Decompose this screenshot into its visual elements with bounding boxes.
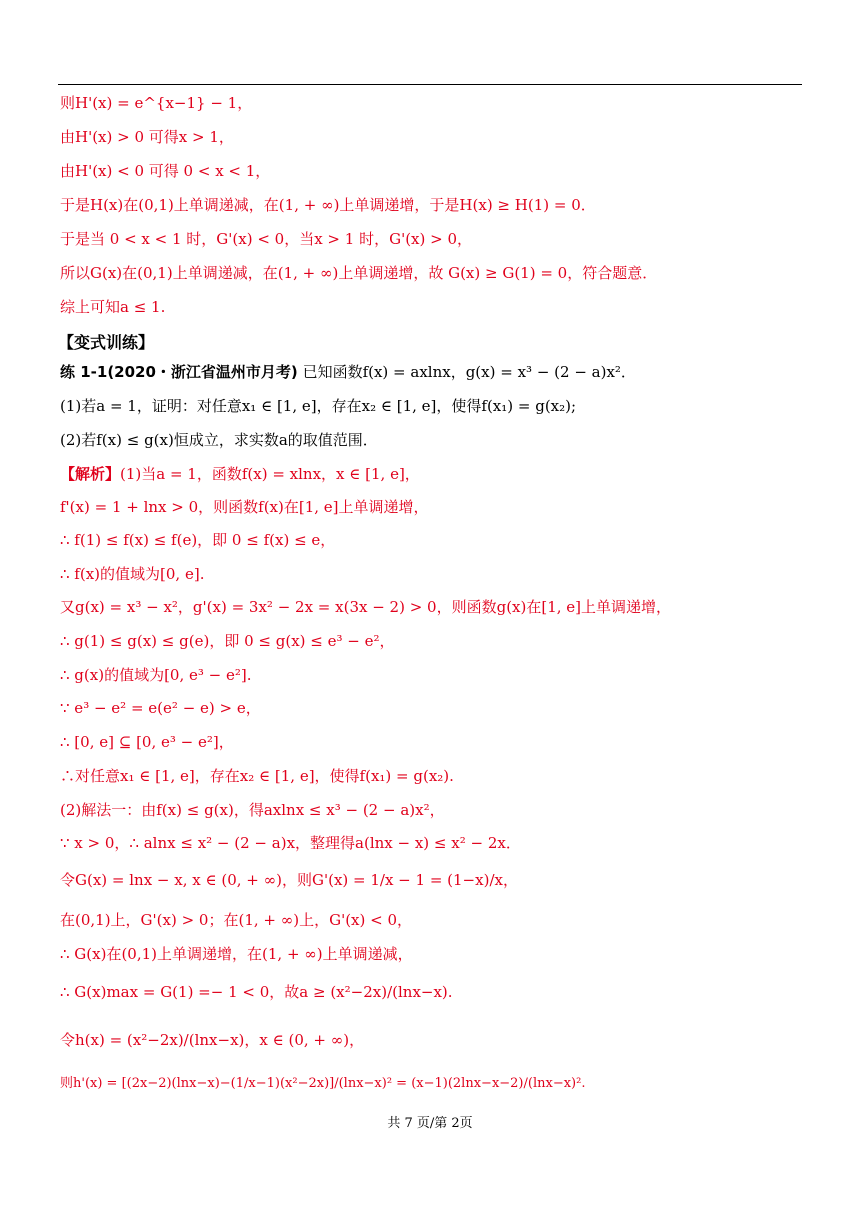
solution-line: ∴ G(x)max = G(1) =− 1 < 0，故a ≥ (x²−2x)/(lnx−x). xyxy=(60,983,453,1001)
solution-line: 则h'(x) = [(2x−2)(lnx−x)−(1/x−1)(x²−2x)]/(lnx−x)² = (x−1)(2lnx−x−2)/(lnx−x)². xyxy=(60,1076,586,1091)
problem-statement xyxy=(60,362,636,382)
solution-line: ∵ e³ − e² = e(e² − e) > e， xyxy=(60,699,261,717)
solution-line: ∴对任意x₁ ∈ [1, e]，存在x₂ ∈ [1, e]，使得f(x₁) = g(x₂). xyxy=(60,767,454,785)
solution-line: ∵ x > 0，∴ alnx ≤ x² − (2 − a)x，整理得a(lnx − x) ≤ x² − 2x． xyxy=(60,834,521,852)
solution-line: ∴ f(1) ≤ f(x) ≤ f(e)，即 0 ≤ f(x) ≤ e， xyxy=(60,531,336,549)
solution-line: 令h(x) = (x²−2x)/(lnx−x)，x ∈ (0, + ∞)， xyxy=(60,1031,365,1049)
solution-line: 又g(x) = x³ − x²，g'(x) = 3x² − 2x = x(3x − 2) > 0，则函数g(x)在[1, e]上单调递增， xyxy=(60,598,672,616)
text-line: 综上可知a ≤ 1. xyxy=(60,298,166,316)
problem-part-2: (2)若f(x) ≤ g(x)恒成立，求实数a的取值范围． xyxy=(60,431,378,449)
solution-line: ∴ g(1) ≤ g(x) ≤ g(e)，即 0 ≤ g(x) ≤ e³ − e²， xyxy=(60,632,395,650)
text-line: 所以G(x)在(0,1)上单调递减，在(1, + ∞)上单调递增，故 G(x) ≥ G(1) = 0，符合题意． xyxy=(60,264,658,282)
text-line: 由H'(x) > 0 可得x > 1， xyxy=(60,128,234,146)
text-line: 由H'(x) < 0 可得 0 < x < 1， xyxy=(60,162,271,180)
solution-line: f'(x) = 1 + lnx > 0，则函数f(x)在[1, e]上单调递增， xyxy=(60,498,429,516)
solution-line: (2)解法一：由f(x) ≤ g(x)，得axlnx ≤ x³ − (2 − a)x²， xyxy=(60,801,445,819)
solution-text: (1)当a = 1，函数f(x) = xlnx，x ∈ [1, e]， xyxy=(120,465,420,483)
text-line: 于是当 0 < x < 1 时，G'(x) < 0，当x > 1 时，G'(x) > 0， xyxy=(60,230,473,248)
solution-tag: 【解析】 xyxy=(60,465,121,483)
solution-line: ∴ f(x)的值域为[0, e]. xyxy=(60,565,205,583)
text-line: 于是H(x)在(0,1)上单调递减，在(1, + ∞)上单调递增，于是H(x) ≥ H(1) = 0． xyxy=(60,196,596,214)
solution-line: 在(0,1)上，G'(x) > 0；在(1, + ∞)上，G'(x) < 0， xyxy=(60,911,413,929)
header-rule xyxy=(58,84,802,85)
solution-line: ∴ G(x)在(0,1)上单调递增，在(1, + ∞)上单调递减， xyxy=(60,945,413,963)
text-line: 则H'(x) = e^{x−1} − 1， xyxy=(60,94,253,112)
section-heading: 【变式训练】 xyxy=(58,333,155,352)
page-footer: 共 7 页/第 2页 xyxy=(387,1116,473,1131)
solution-line: ∴ [0, e] ⊆ [0, e³ − e²]， xyxy=(60,733,234,751)
problem-label: 练 1-1(2020・浙江省温州市月考) xyxy=(60,363,298,381)
problem-text: 已知函数f(x) = axlnx，g(x) = x³ − (2 − a)x²． xyxy=(297,363,636,381)
solution-line: 令G(x) = lnx − x, x ∈ (0, + ∞)，则G'(x) = 1/x − 1 = (1−x)/x， xyxy=(60,871,518,889)
problem-part-1: (1)若a = 1，证明：对任意x₁ ∈ [1, e]，存在x₂ ∈ [1, e]，使得f(x₁) = g(x₂); xyxy=(60,397,577,415)
solution-first-line xyxy=(60,464,420,484)
solution-line: ∴ g(x)的值域为[0, e³ − e²]. xyxy=(60,666,252,684)
